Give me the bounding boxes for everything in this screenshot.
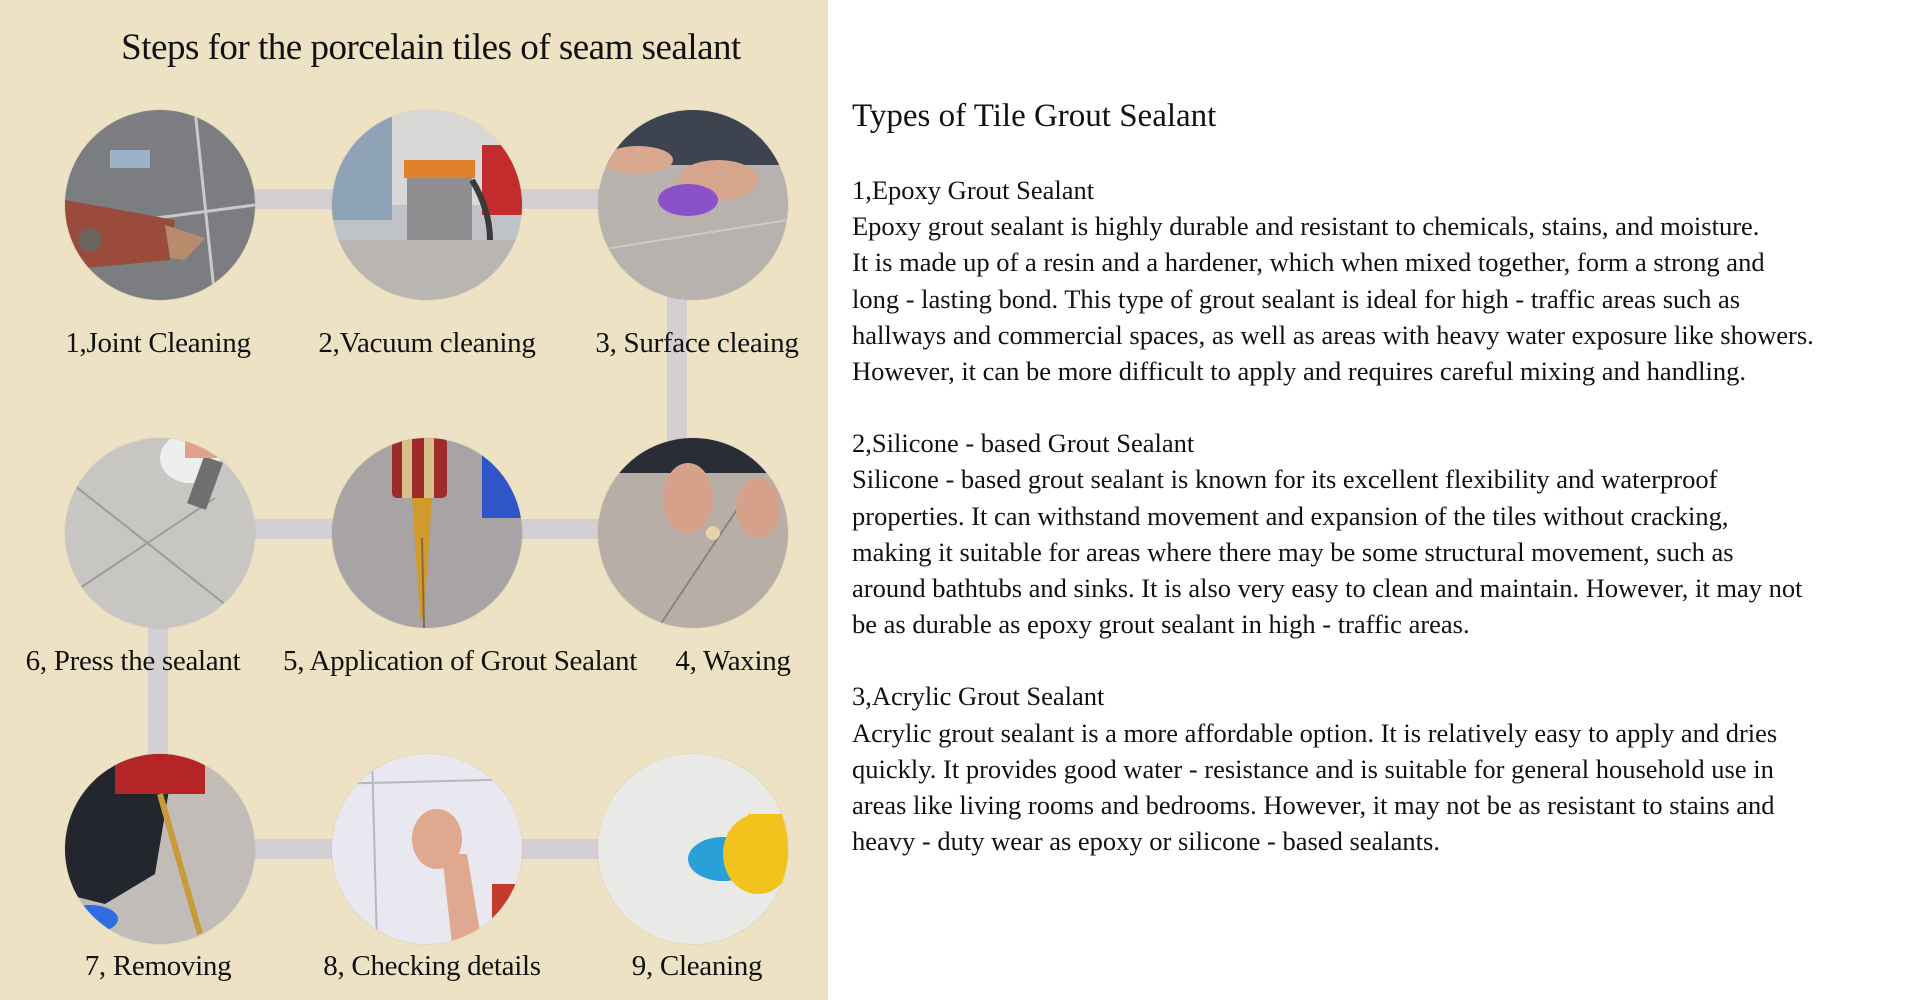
section-line: around bathtubs and sinks. It is also very easy to clean and maintain. However, it may not <box>852 573 1803 604</box>
step-label: 5, Application of Grout Sealant <box>283 645 637 677</box>
section-line: properties. It can withstand movement and expansion of the tiles without cracking, <box>852 500 1729 531</box>
joint-cleaning-photo <box>65 110 255 300</box>
section-line: be as durable as epoxy grout sealant in high - traffic areas. <box>852 609 1470 640</box>
section-line: heavy - duty wear as epoxy or silicone - based sealants. <box>852 826 1440 857</box>
section-heading: 1,Epoxy Grout Sealant <box>852 175 1095 205</box>
apply-grout-sealant-photo <box>332 438 522 628</box>
silicone-section <box>852 425 1912 642</box>
step-label: 6, Press the sealant <box>25 645 241 677</box>
section-line: Acrylic grout sealant is a more affordable option. It is relatively easy to apply and dries <box>852 717 1778 748</box>
section-line: It is made up of a resin and a hardener, which when mixed together, form a strong and <box>852 247 1765 278</box>
acrylic-section <box>852 678 1912 859</box>
section-line: Silicone - based grout sealant is known for its excellent flexibility and waterproof <box>852 464 1718 495</box>
waxing-photo <box>598 438 788 628</box>
step-label: 9, Cleaning <box>631 950 763 982</box>
step-label: 8, Checking details <box>323 950 541 982</box>
section-line: making it suitable for areas where there may be some structural movement, such as <box>852 536 1734 567</box>
steps-title: Steps for the porcelain tiles of seam sealant <box>121 27 741 68</box>
step-label: 3, Surface cleaing <box>595 327 799 359</box>
grout-types-title: Types of Tile Grout Sealant <box>852 98 1217 134</box>
section-line: However, it can be more difficult to apply and requires careful mixing and handling. <box>852 356 1747 387</box>
grout-types-panel <box>852 96 1912 895</box>
section-heading: 3,Acrylic Grout Sealant <box>852 681 1105 712</box>
step-label: 1,Joint Cleaning <box>65 327 251 359</box>
section-line: areas like living rooms and bedrooms. However, it may not be as resistant to stains and <box>852 790 1775 821</box>
section-line: long - lasting bond. This type of grout sealant is ideal for high - traffic areas such as <box>852 283 1741 314</box>
epoxy-section <box>852 172 1912 389</box>
removing-photo <box>65 754 255 944</box>
vacuum-cleaning-photo <box>332 110 522 300</box>
step-label: 2,Vacuum cleaning <box>318 327 536 359</box>
section-line: hallways and commercial spaces, as well as areas with heavy water exposure like showers. <box>852 319 1814 350</box>
checking-details-photo <box>332 754 522 944</box>
step-label: 4, Waxing <box>675 645 791 677</box>
surface-cleaning-photo <box>598 110 788 300</box>
section-heading: 2,Silicone - based Grout Sealant <box>852 428 1195 459</box>
section-line: quickly. It provides good water - resistance and is suitable for general household use in <box>852 753 1774 784</box>
steps-panel <box>0 0 828 1000</box>
section-line: Epoxy grout sealant is highly durable and resistant to chemicals, stains, and moisture. <box>852 211 1760 242</box>
cleaning-photo <box>598 754 788 944</box>
press-sealant-photo <box>65 438 255 628</box>
step-label: 7, Removing <box>84 950 232 982</box>
